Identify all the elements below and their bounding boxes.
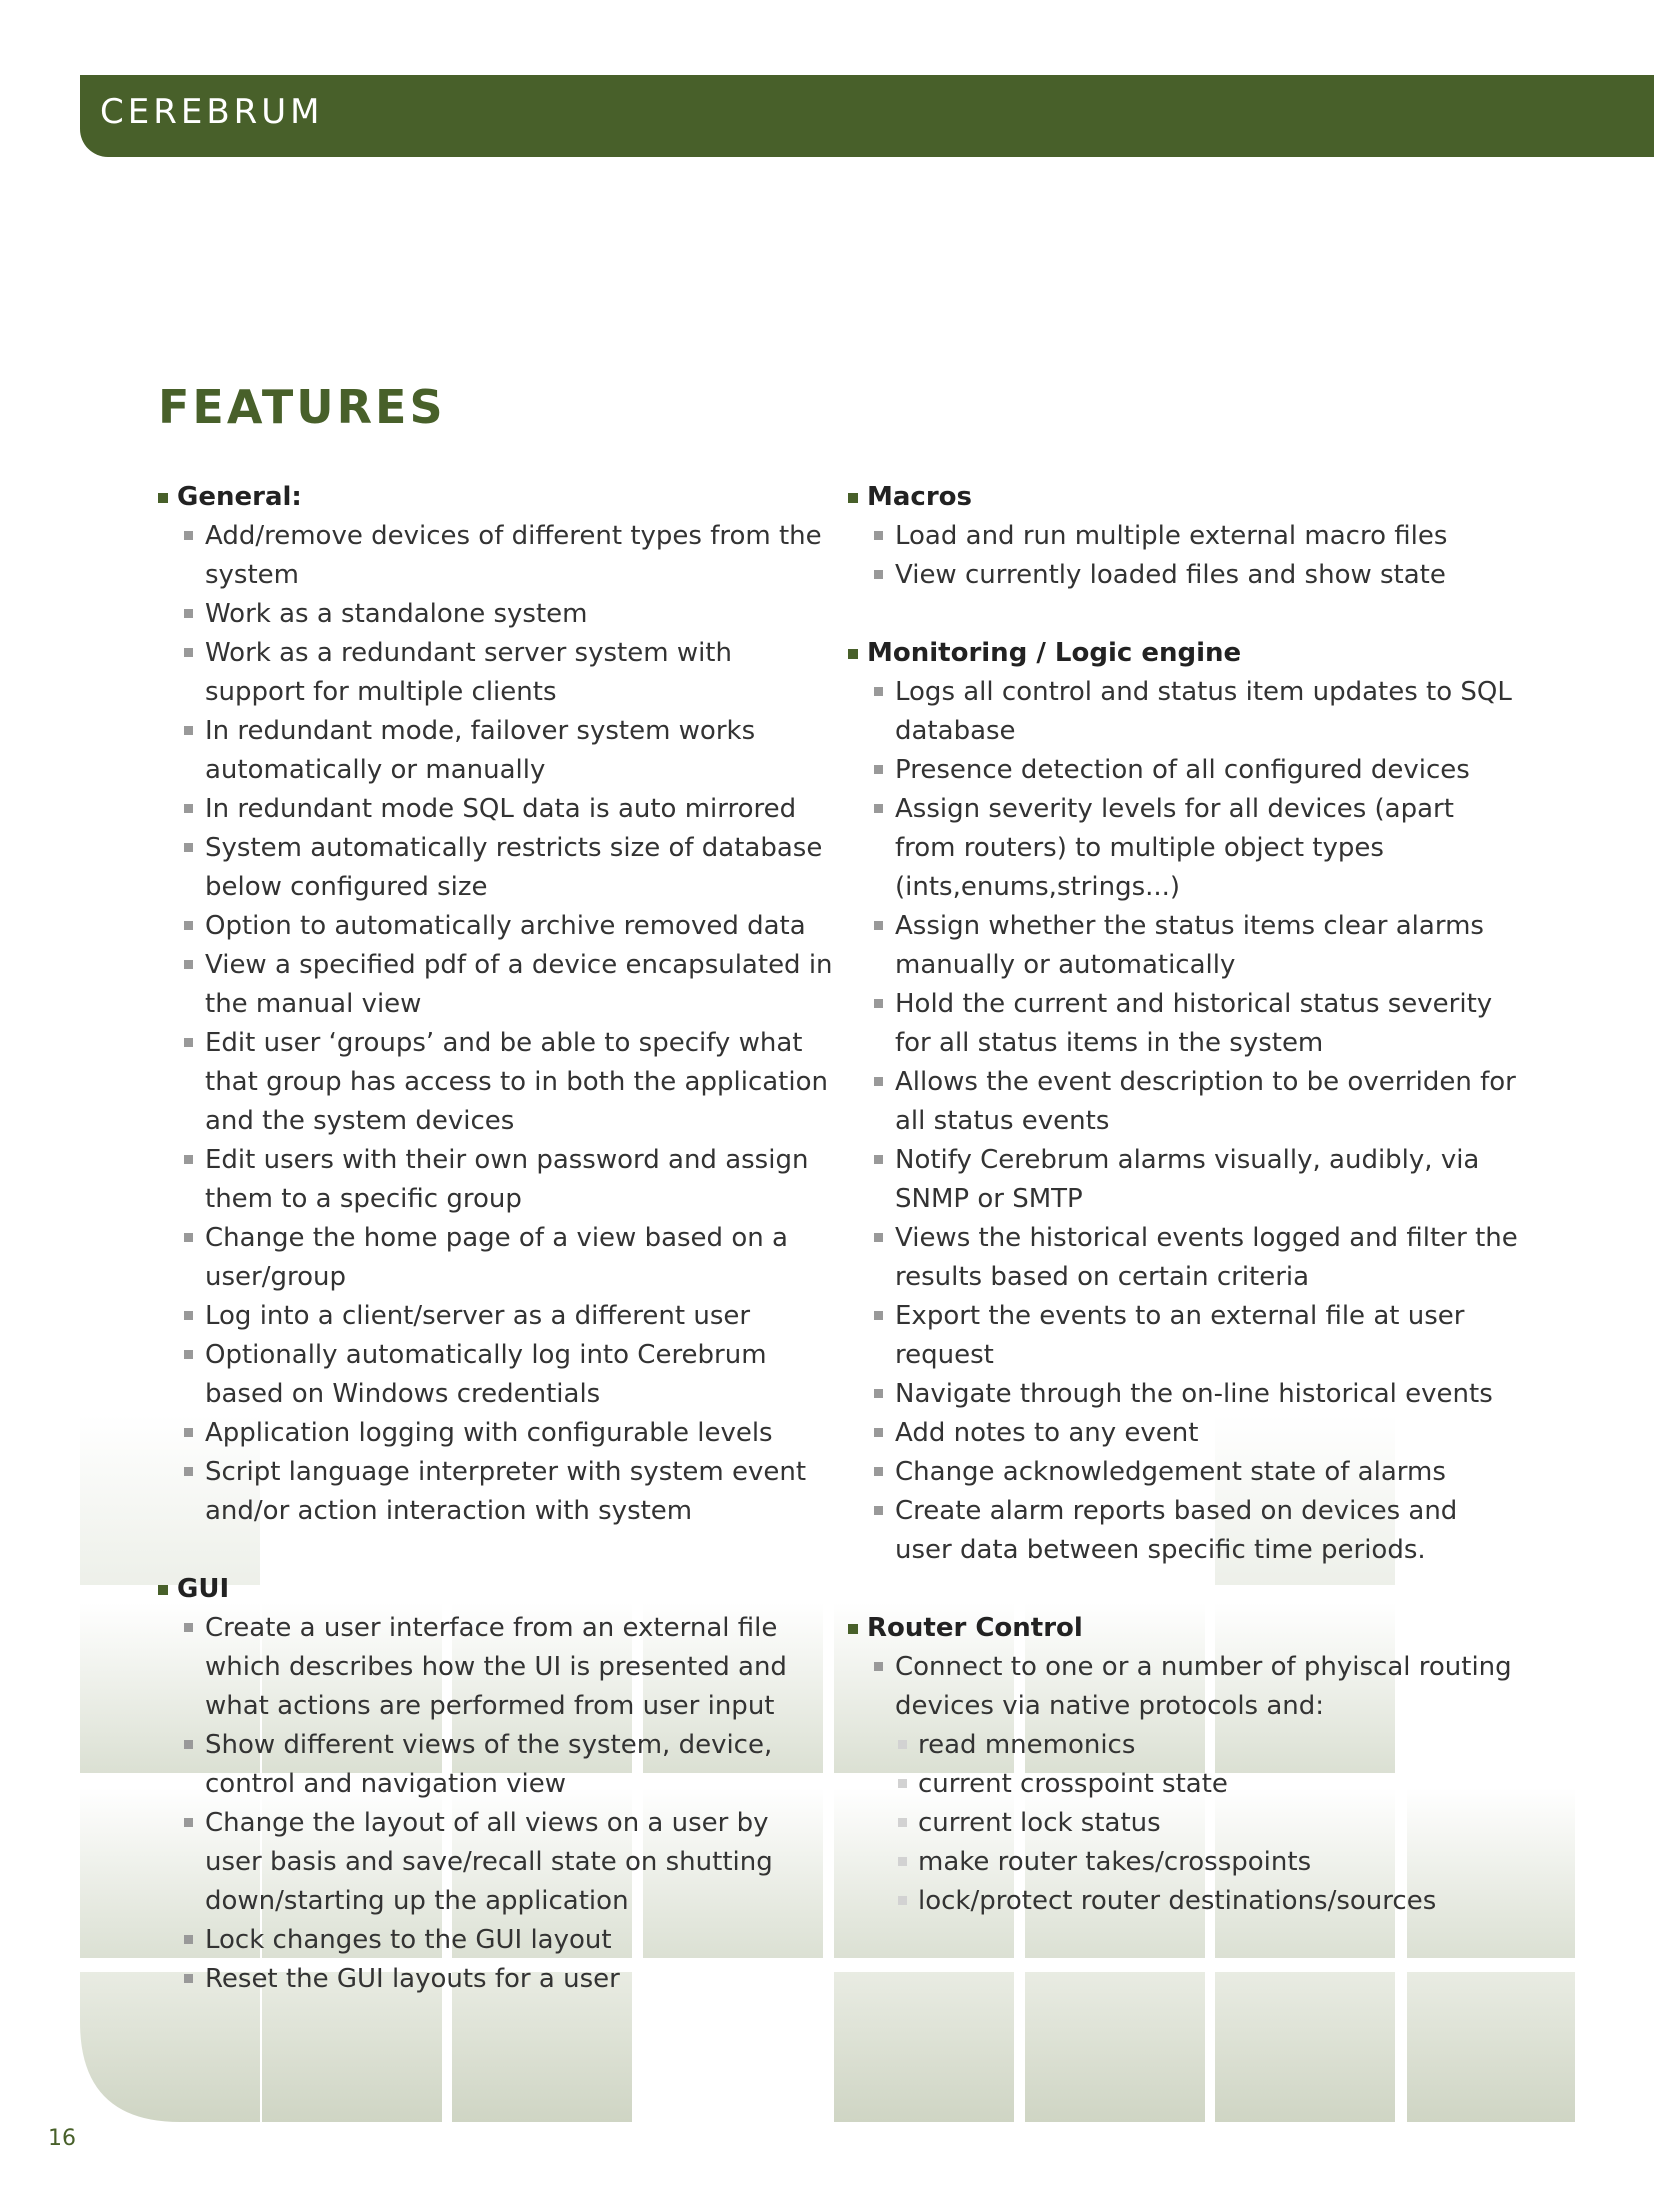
subitem-bullet-icon xyxy=(898,1818,907,1827)
feature-subitem xyxy=(845,1726,1525,1765)
feature-item-text-continued: user basis and save/recall state on shutting xyxy=(205,1847,773,1877)
item-bullet-icon xyxy=(184,531,193,540)
item-bullet-icon xyxy=(874,1155,883,1164)
feature-section xyxy=(155,478,835,1531)
feature-item xyxy=(155,1336,835,1414)
item-bullet-icon xyxy=(184,960,193,969)
item-bullet-icon xyxy=(874,1311,883,1320)
section-heading xyxy=(845,634,1525,673)
feature-item-text-continued: for all status items in the system xyxy=(895,1028,1324,1058)
feature-item-text: Show different views of the system, device, xyxy=(205,1730,773,1760)
feature-item-text-continued: support for multiple clients xyxy=(205,677,557,707)
feature-item-text: Notify Cerebrum alarms visually, audibly, via xyxy=(895,1145,1480,1175)
section-title: General: xyxy=(177,482,302,512)
feature-subitem-text: read mnemonics xyxy=(918,1730,1136,1760)
feature-subitem xyxy=(845,1843,1525,1882)
feature-item-text-continued: user/group xyxy=(205,1262,346,1292)
left-column xyxy=(155,478,835,2038)
feature-item xyxy=(155,790,835,829)
feature-item-text-continued: what actions are performed from user input xyxy=(205,1691,775,1721)
feature-item-text: Create a user interface from an external file xyxy=(205,1613,778,1643)
section-bullet-icon xyxy=(848,649,858,659)
feature-item-text-continued: down/starting up the application xyxy=(205,1886,629,1916)
feature-item-text: Connect to one or a number of phyiscal routing xyxy=(895,1652,1512,1682)
section-heading xyxy=(155,478,835,517)
feature-item xyxy=(845,1648,1525,1726)
feature-item xyxy=(845,1219,1525,1297)
feature-item xyxy=(155,634,835,712)
item-bullet-icon xyxy=(184,1974,193,1983)
feature-item-text-continued: results based on certain criteria xyxy=(895,1262,1310,1292)
feature-item-text-continued: SNMP or SMTP xyxy=(895,1184,1083,1214)
feature-item xyxy=(845,1063,1525,1141)
feature-item xyxy=(845,1414,1525,1453)
item-bullet-icon xyxy=(874,765,883,774)
item-bullet-icon xyxy=(874,804,883,813)
feature-item xyxy=(155,1804,835,1921)
item-bullet-icon xyxy=(874,1662,883,1671)
feature-item xyxy=(155,907,835,946)
item-bullet-icon xyxy=(184,1428,193,1437)
feature-section xyxy=(845,478,1525,595)
feature-item xyxy=(845,1375,1525,1414)
item-bullet-icon xyxy=(874,1467,883,1476)
feature-item-text: Change the home page of a view based on a xyxy=(205,1223,788,1253)
feature-item-text: Optionally automatically log into Cerebrum xyxy=(205,1340,767,1370)
item-bullet-icon xyxy=(184,726,193,735)
item-bullet-icon xyxy=(874,1389,883,1398)
feature-item-text: Create alarm reports based on devices and xyxy=(895,1496,1458,1526)
feature-item-text: Change the layout of all views on a user by xyxy=(205,1808,769,1838)
item-bullet-icon xyxy=(184,843,193,852)
feature-item xyxy=(155,829,835,907)
feature-subitem-text: current crosspoint state xyxy=(918,1769,1228,1799)
item-bullet-icon xyxy=(874,921,883,930)
feature-item-text-continued: user data between specific time periods. xyxy=(895,1535,1426,1565)
section-title: Macros xyxy=(867,482,972,512)
item-bullet-icon xyxy=(184,609,193,618)
feature-item-text: Hold the current and historical status severity xyxy=(895,989,1493,1019)
feature-item-text: Presence detection of all configured devices xyxy=(895,755,1470,785)
feature-item-text: Reset the GUI layouts for a user xyxy=(205,1964,620,1994)
feature-item xyxy=(155,595,835,634)
feature-item-text: System automatically restricts size of database xyxy=(205,833,823,863)
page-title: FEATURES xyxy=(158,380,446,434)
section-title: Router Control xyxy=(867,1613,1083,1643)
item-bullet-icon xyxy=(184,804,193,813)
feature-item xyxy=(155,1921,835,1960)
feature-item-text: Work as a redundant server system with xyxy=(205,638,732,668)
feature-item-text-continued: manually or automatically xyxy=(895,950,1236,980)
feature-item-text: Lock changes to the GUI layout xyxy=(205,1925,612,1955)
feature-item-text: Assign severity levels for all devices (apart xyxy=(895,794,1454,824)
section-bullet-icon xyxy=(848,1624,858,1634)
item-bullet-icon xyxy=(874,570,883,579)
feature-item-text-continued: (ints,enums,strings...) xyxy=(895,872,1181,902)
feature-subitem-text: make router takes/crosspoints xyxy=(918,1847,1312,1877)
feature-item-text-continued: from routers) to multiple object types xyxy=(895,833,1384,863)
feature-item-text-continued: which describes how the UI is presented and xyxy=(205,1652,787,1682)
feature-item xyxy=(845,907,1525,985)
feature-subitem-text: current lock status xyxy=(918,1808,1161,1838)
feature-item-text-continued: the manual view xyxy=(205,989,422,1019)
subitem-bullet-icon xyxy=(898,1857,907,1866)
section-title: Monitoring / Logic engine xyxy=(867,638,1242,668)
item-bullet-icon xyxy=(184,648,193,657)
feature-item-text: Application logging with configurable levels xyxy=(205,1418,773,1448)
feature-subitem xyxy=(845,1882,1525,1921)
feature-item-text-continued: control and navigation view xyxy=(205,1769,566,1799)
feature-item xyxy=(155,712,835,790)
item-bullet-icon xyxy=(874,1506,883,1515)
feature-item xyxy=(155,1414,835,1453)
feature-item-text: Script language interpreter with system event xyxy=(205,1457,807,1487)
feature-section xyxy=(845,1609,1525,1921)
section-bullet-icon xyxy=(848,493,858,503)
feature-item xyxy=(845,751,1525,790)
feature-item xyxy=(155,1960,835,1999)
feature-item xyxy=(845,673,1525,751)
feature-item-text: Edit users with their own password and assign xyxy=(205,1145,809,1175)
feature-item xyxy=(155,1024,835,1141)
item-bullet-icon xyxy=(874,531,883,540)
feature-item-text: Navigate through the on-line historical events xyxy=(895,1379,1493,1409)
feature-item-text: Views the historical events logged and filter the xyxy=(895,1223,1518,1253)
item-bullet-icon xyxy=(874,1428,883,1437)
subitem-bullet-icon xyxy=(898,1896,907,1905)
item-bullet-icon xyxy=(184,1740,193,1749)
feature-item xyxy=(845,1453,1525,1492)
feature-item-text-continued: and/or action interaction with system xyxy=(205,1496,693,1526)
item-bullet-icon xyxy=(874,999,883,1008)
item-bullet-icon xyxy=(184,1311,193,1320)
item-bullet-icon xyxy=(874,1077,883,1086)
item-bullet-icon xyxy=(184,1233,193,1242)
feature-item-text: View a specified pdf of a device encapsulated in xyxy=(205,950,833,980)
feature-item xyxy=(155,1453,835,1531)
feature-item xyxy=(155,1609,835,1726)
item-bullet-icon xyxy=(184,1623,193,1632)
feature-item-text-continued: automatically or manually xyxy=(205,755,546,785)
header-title: CEREBRUM xyxy=(100,92,324,132)
feature-subitem xyxy=(845,1804,1525,1843)
item-bullet-icon xyxy=(184,1467,193,1476)
feature-item-text-continued: that group has access to in both the application xyxy=(205,1067,828,1097)
item-bullet-icon xyxy=(184,1935,193,1944)
section-heading xyxy=(845,478,1525,517)
feature-item xyxy=(845,517,1525,556)
feature-item xyxy=(155,517,835,595)
feature-item-text: Export the events to an external file at user xyxy=(895,1301,1465,1331)
feature-item-text: Assign whether the status items clear alarms xyxy=(895,911,1484,941)
feature-subitem xyxy=(845,1765,1525,1804)
feature-item xyxy=(845,985,1525,1063)
feature-item-text-continued: devices via native protocols and: xyxy=(895,1691,1325,1721)
section-heading xyxy=(155,1570,835,1609)
page-number: 16 xyxy=(48,2126,76,2151)
feature-item-text: View currently loaded files and show state xyxy=(895,560,1446,590)
feature-item-text-continued: request xyxy=(895,1340,994,1370)
item-bullet-icon xyxy=(874,1233,883,1242)
feature-item-text: Edit user ‘groups’ and be able to specify what xyxy=(205,1028,803,1058)
feature-subitem-text: lock/protect router destinations/sources xyxy=(918,1886,1437,1916)
feature-item-text: Work as a standalone system xyxy=(205,599,588,629)
subitem-bullet-icon xyxy=(898,1740,907,1749)
item-bullet-icon xyxy=(184,1350,193,1359)
section-heading xyxy=(845,1609,1525,1648)
item-bullet-icon xyxy=(184,1038,193,1047)
feature-item-text-continued: based on Windows credentials xyxy=(205,1379,601,1409)
feature-item-text-continued: below configured size xyxy=(205,872,488,902)
feature-item xyxy=(155,1297,835,1336)
feature-item-text: Load and run multiple external macro files xyxy=(895,521,1448,551)
item-bullet-icon xyxy=(184,921,193,930)
feature-item xyxy=(845,790,1525,907)
feature-item-text-continued: system xyxy=(205,560,299,590)
right-column xyxy=(845,478,1525,1960)
feature-item-text-continued: all status events xyxy=(895,1106,1110,1136)
feature-item xyxy=(155,1726,835,1804)
feature-item xyxy=(845,1141,1525,1219)
feature-item-text-continued: database xyxy=(895,716,1016,746)
feature-item xyxy=(155,946,835,1024)
item-bullet-icon xyxy=(184,1155,193,1164)
feature-item-text: Change acknowledgement state of alarms xyxy=(895,1457,1446,1487)
feature-section xyxy=(155,1570,835,1999)
feature-item-text-continued: them to a specific group xyxy=(205,1184,522,1214)
feature-item-text: In redundant mode SQL data is auto mirrored xyxy=(205,794,797,824)
feature-item-text: Add/remove devices of different types from the xyxy=(205,521,822,551)
feature-item-text: Add notes to any event xyxy=(895,1418,1199,1448)
subitem-bullet-icon xyxy=(898,1779,907,1788)
feature-item xyxy=(845,1492,1525,1570)
section-title: GUI xyxy=(177,1574,230,1604)
feature-item-text-continued: and the system devices xyxy=(205,1106,515,1136)
feature-item-text: In redundant mode, failover system works xyxy=(205,716,756,746)
feature-item xyxy=(845,556,1525,595)
feature-section xyxy=(845,634,1525,1570)
feature-item-text: Allows the event description to be overriden for xyxy=(895,1067,1516,1097)
feature-item-text: Option to automatically archive removed data xyxy=(205,911,806,941)
feature-item-text: Logs all control and status item updates to SQL xyxy=(895,677,1512,707)
feature-item-text: Log into a client/server as a different user xyxy=(205,1301,751,1331)
item-bullet-icon xyxy=(874,687,883,696)
feature-item xyxy=(155,1219,835,1297)
item-bullet-icon xyxy=(184,1818,193,1827)
feature-item xyxy=(155,1141,835,1219)
feature-item xyxy=(845,1297,1525,1375)
section-bullet-icon xyxy=(158,1585,168,1595)
section-bullet-icon xyxy=(158,493,168,503)
